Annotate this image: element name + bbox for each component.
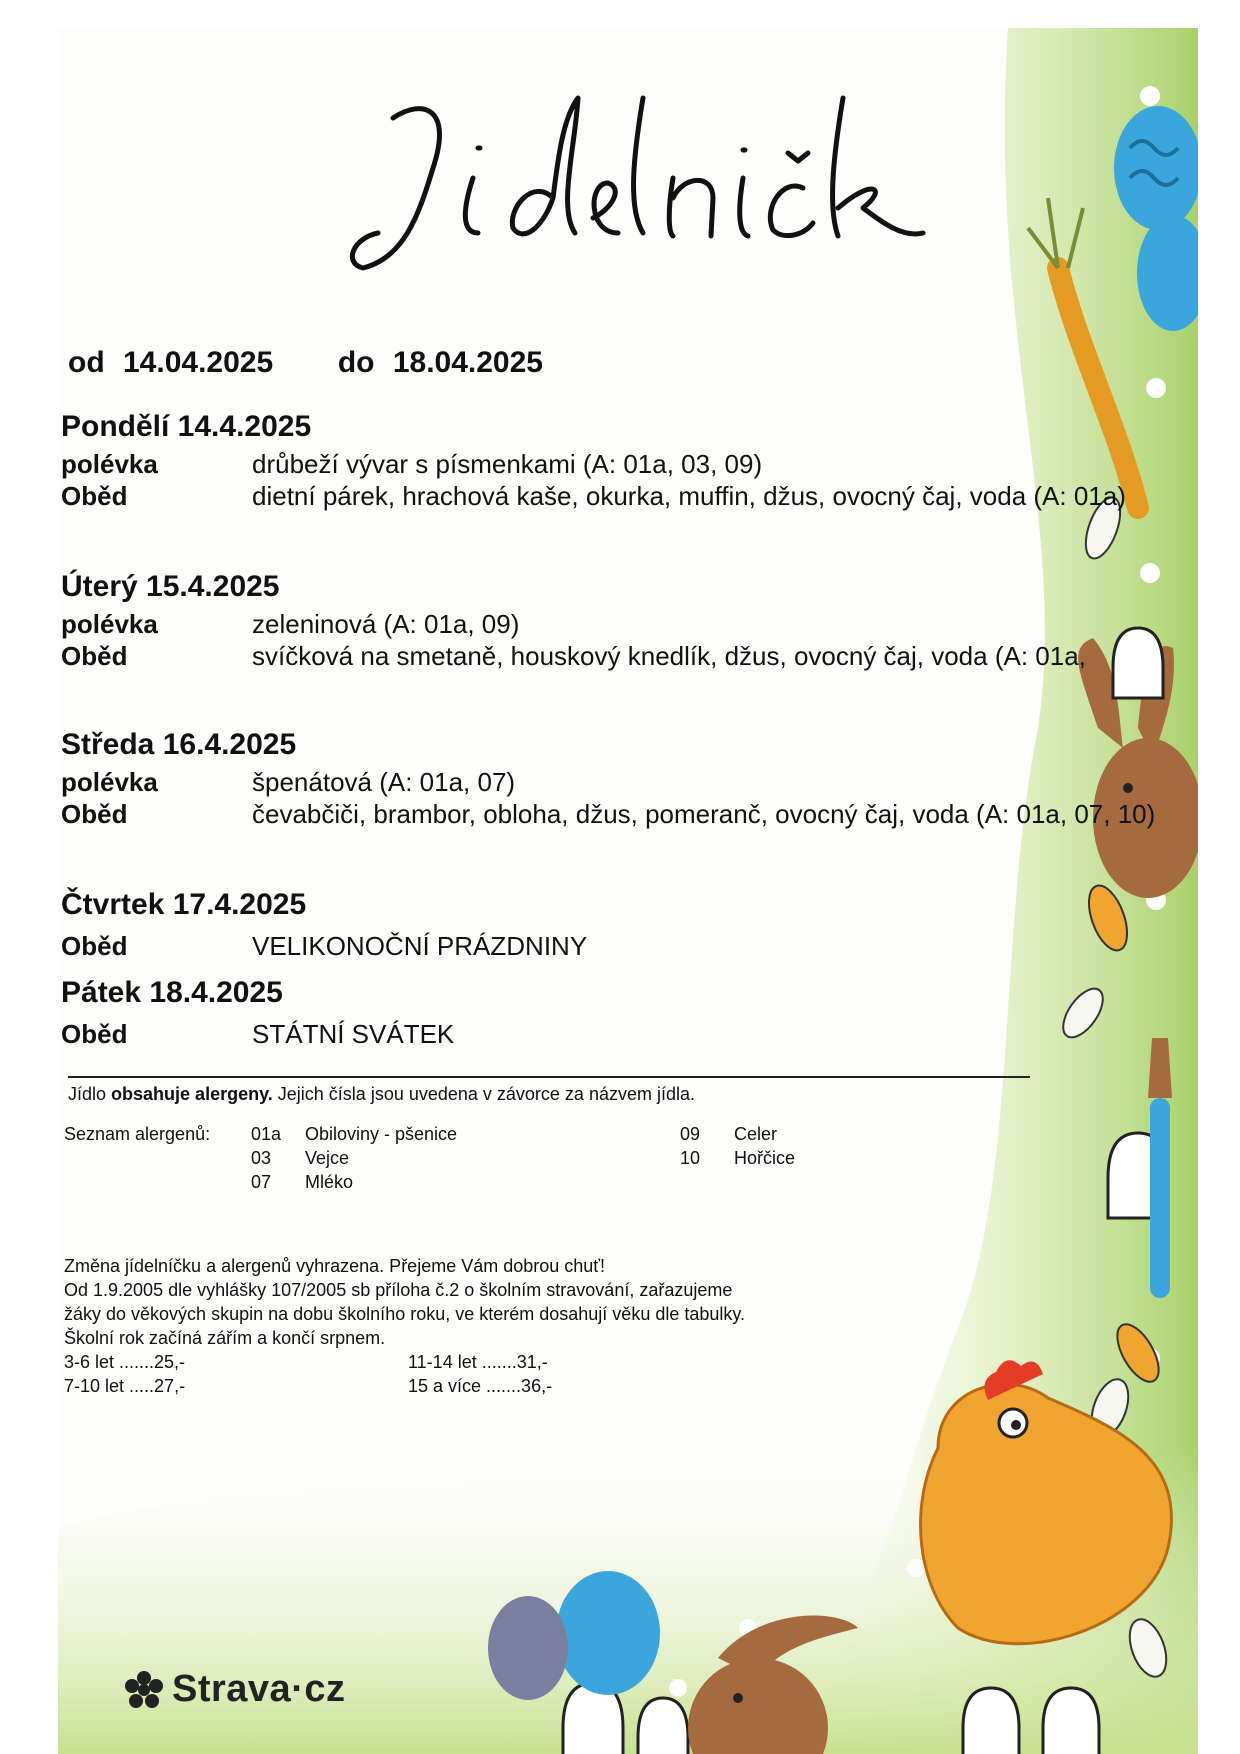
row-label: Oběd bbox=[61, 1019, 128, 1049]
flower-logo-icon bbox=[124, 1670, 164, 1710]
price-item: 3-6 let .......25,- bbox=[64, 1352, 186, 1372]
menu-sheet bbox=[58, 28, 1198, 1754]
divider bbox=[68, 1076, 1030, 1078]
menu-title-script bbox=[343, 58, 963, 298]
note-bold: obsahuje alergeny. bbox=[111, 1084, 273, 1104]
allergen-code: 09 bbox=[680, 1124, 701, 1144]
row-label: Oběd bbox=[61, 931, 128, 961]
row-label: polévka bbox=[61, 609, 158, 639]
row-label: Oběd bbox=[61, 641, 128, 671]
allergen-list-heading: Seznam alergenů: bbox=[64, 1124, 211, 1144]
day-heading-thursday: Čtvrtek 17.4.2025 bbox=[61, 888, 307, 921]
brand-name: Strava·cz bbox=[172, 1668, 346, 1710]
price-item: 11-14 let .......31,- bbox=[408, 1352, 548, 1372]
row-text: čevabčiči, brambor, obloha, džus, pomeranč, ovocný čaj, voda (A: 01a, 07, 10) bbox=[252, 799, 1156, 829]
footer-line: Od 1.9.2005 dle vyhlášky 107/2005 sb příloha č.2 o školním stravování, zařazujeme bbox=[64, 1280, 733, 1300]
allergen-item bbox=[251, 1170, 353, 1194]
row-text: dietní párek, hrachová kaše, okurka, muffin, džus, ovocný čaj, voda (A: 01a) bbox=[252, 481, 1126, 511]
strava-logo[interactable] bbox=[124, 1668, 345, 1711]
allergen-code: 10 bbox=[680, 1148, 701, 1168]
allergen-code: 07 bbox=[251, 1172, 272, 1192]
paintbrush-icon bbox=[1148, 1038, 1172, 1298]
allergen-name: Celer bbox=[734, 1124, 778, 1144]
note-suffix: Jejich čísla jsou uvedena v závorce za názvem jídla. bbox=[277, 1084, 695, 1104]
row-label: Oběd bbox=[61, 481, 128, 511]
row-text: svíčková na smetaně, houskový knedlík, džus, ovocný čaj, voda (A: 01a, bbox=[252, 641, 1086, 671]
row-text: STÁTNÍ SVÁTEK bbox=[252, 1019, 455, 1049]
footer-line: žáky do věkových skupin na dobu školního roku, ve kterém dosahují věku dle tabulky. bbox=[64, 1304, 746, 1324]
footer-notes bbox=[64, 1254, 964, 1350]
allergen-name: Mléko bbox=[305, 1172, 354, 1192]
allergen-name: Vejce bbox=[305, 1148, 350, 1168]
date-from-label: od bbox=[68, 346, 105, 379]
footer-line: Školní rok začíná zářím a končí srpnem. bbox=[64, 1328, 386, 1348]
allergen-name: Obiloviny - pšenice bbox=[305, 1124, 458, 1144]
price-item: 15 a více .......36,- bbox=[408, 1376, 553, 1396]
day-heading-tuesday: Úterý 15.4.2025 bbox=[61, 570, 280, 603]
date-range bbox=[68, 346, 553, 380]
date-to: 18.04.2025 bbox=[392, 346, 543, 379]
allergen-code: 01a bbox=[251, 1124, 282, 1144]
price-item: 7-10 let .....27,- bbox=[64, 1376, 186, 1396]
row-text: špenátová (A: 01a, 07) bbox=[252, 767, 516, 797]
row-text: VELIKONOČNÍ PRÁZDNINY bbox=[252, 931, 588, 961]
day-heading-wednesday: Středa 16.4.2025 bbox=[61, 728, 297, 761]
allergen-item bbox=[251, 1146, 349, 1170]
date-to-label: do bbox=[337, 346, 375, 379]
footer-line: Změna jídelníčku a alergenů vyhrazena. Přejeme Vám dobrou chuť! bbox=[64, 1256, 606, 1276]
day-heading-monday: Pondělí 14.4.2025 bbox=[61, 410, 312, 443]
row-label: polévka bbox=[61, 767, 158, 797]
row-text: zeleninová (A: 01a, 09) bbox=[252, 609, 520, 639]
date-from: 14.04.2025 bbox=[123, 346, 274, 379]
allergen-item bbox=[251, 1122, 457, 1146]
row-text: drůbeží vývar s písmenkami (A: 01a, 03, 09) bbox=[252, 449, 763, 479]
row-label: polévka bbox=[61, 449, 158, 479]
day-heading-friday: Pátek 18.4.2025 bbox=[61, 976, 283, 1009]
allergen-code: 03 bbox=[251, 1148, 272, 1168]
note-prefix: Jídlo bbox=[68, 1084, 107, 1104]
allergen-item bbox=[680, 1122, 777, 1146]
allergen-note bbox=[68, 1082, 695, 1106]
allergen-name: Hořčice bbox=[734, 1148, 796, 1168]
allergen-item bbox=[680, 1146, 795, 1170]
row-label: Oběd bbox=[61, 799, 128, 829]
